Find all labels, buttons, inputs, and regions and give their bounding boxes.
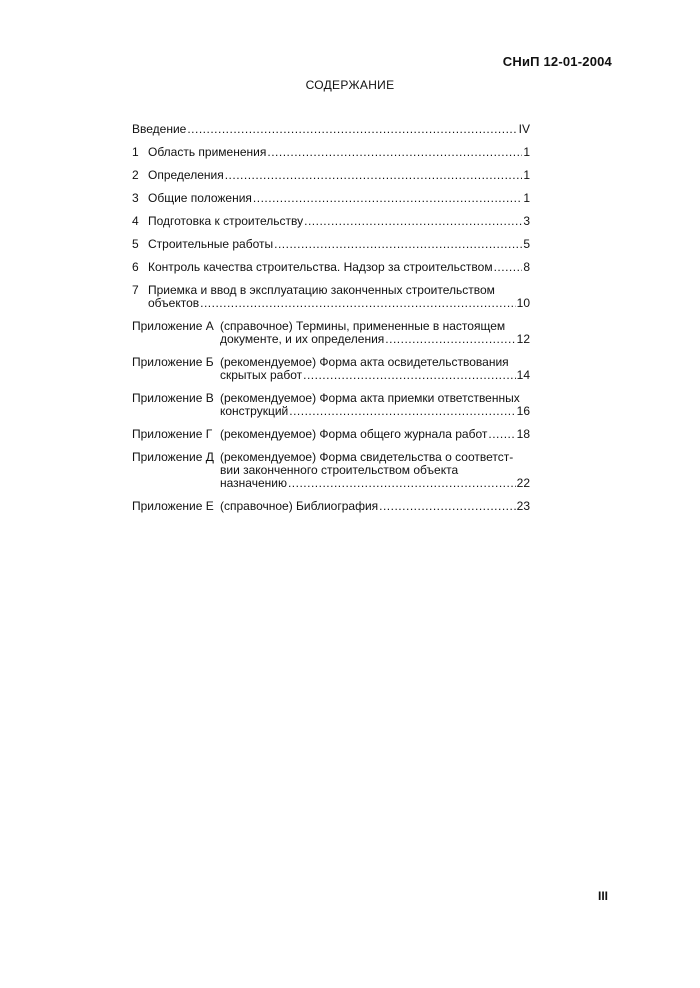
dot-leader [288,477,516,490]
toc-entry-text: назначению [220,476,287,490]
toc-entry-appendix[interactable] [132,500,530,513]
toc-entry-text: Контроль качества строительства. Надзор за строительством [148,260,493,274]
section-number: 1 [132,145,139,159]
toc-entry-text: конструкций [220,404,289,418]
toc-sections [132,146,530,310]
toc-entry-section[interactable] [132,215,530,228]
toc-page-number: 23 [516,499,530,513]
toc-page-number: 16 [516,404,530,418]
toc-page-number: 8 [523,260,530,274]
section-number: 2 [132,168,139,182]
toc-entry-text: Подготовка к строительству [148,214,304,228]
section-number: 6 [132,260,139,274]
document-code: СНиП 12-01-2004 [502,54,612,69]
appendix-label: Приложение Г [132,427,213,441]
toc-entry-text: (рекомендуемое) Форма общего журнала работ [220,427,488,441]
toc-page-number: 14 [516,368,530,382]
dot-leader [303,369,516,382]
dot-leader [289,405,515,418]
toc-page-number: 5 [523,237,530,251]
dot-leader [488,428,515,441]
appendix-label: Приложение Б [132,355,214,369]
toc-page-number: 1 [523,145,530,159]
appendix-label: Приложение В [132,391,214,405]
dot-leader [225,169,523,182]
dot-leader [267,146,522,159]
section-number: 5 [132,237,139,251]
page-number: III [597,889,608,903]
toc-entry-text: (рекомендуемое) Форма свидетельства о соответст- [220,450,514,464]
dot-leader [253,192,522,205]
toc-entry-text: Приемка и ввод в эксплуатацию законченных строительством [148,283,495,297]
toc-entry-section[interactable] [132,284,530,310]
table-of-contents [132,123,530,523]
toc-entry-appendix[interactable] [132,392,530,418]
toc-entry-section[interactable] [132,238,530,251]
toc-entry-text: (справочное) Библиография [220,499,379,513]
toc-entry-title: Введение [132,122,187,136]
section-number: 3 [132,191,139,205]
toc-entry-appendix[interactable] [132,356,530,382]
toc-page-number: 18 [516,427,530,441]
toc-page-number: 10 [516,296,530,310]
toc-entry-text: документе, и их определения [220,332,385,346]
appendix-label: Приложение Е [132,499,214,513]
dot-leader [304,215,522,228]
toc-entry-text: (рекомендуемое) Форма акта освидетельствования [220,355,509,369]
toc-page-number: 3 [523,214,530,228]
dot-leader [379,500,516,513]
toc-entry-text: скрытых работ [220,368,303,382]
toc-appendices [132,320,530,513]
toc-entry-text: Общие положения [148,191,252,205]
toc-entry-text: (рекомендуемое) Форма акта приемки ответственных [220,391,520,405]
toc-entry-text: Область применения [148,145,267,159]
toc-page-number: 22 [516,476,530,490]
toc-page-number: IV [518,122,530,136]
toc-page-number: 1 [523,168,530,182]
dot-leader [385,333,515,346]
appendix-label: Приложение А [132,319,214,333]
toc-entry-appendix[interactable] [132,451,530,490]
toc-page-number: 1 [523,191,530,205]
toc-entry-section[interactable] [132,146,530,159]
toc-entry-text: Строительные работы [148,237,274,251]
dot-leader [494,261,523,274]
section-number: 7 [132,283,139,297]
dot-leader [274,238,522,251]
toc-page-number: 12 [516,332,530,346]
section-number: 4 [132,214,139,228]
toc-entry-section[interactable] [132,192,530,205]
toc-entry-section[interactable] [132,169,530,182]
toc-entry-section[interactable] [132,261,530,274]
dot-leader [187,123,517,136]
toc-entry-intro[interactable] [132,123,530,136]
appendix-label: Приложение Д [132,450,214,464]
toc-entry-text: объектов [148,296,200,310]
dot-leader [200,297,516,310]
toc-entry-text: (справочное) Термины, примененные в настоящем [220,319,506,333]
toc-entry-text: вии законченного строительством объекта [220,463,459,477]
toc-entry-appendix[interactable] [132,428,530,441]
toc-entry-appendix[interactable] [132,320,530,346]
toc-title: СОДЕРЖАНИЕ [305,78,395,92]
toc-entry-text: Определения [148,168,224,182]
